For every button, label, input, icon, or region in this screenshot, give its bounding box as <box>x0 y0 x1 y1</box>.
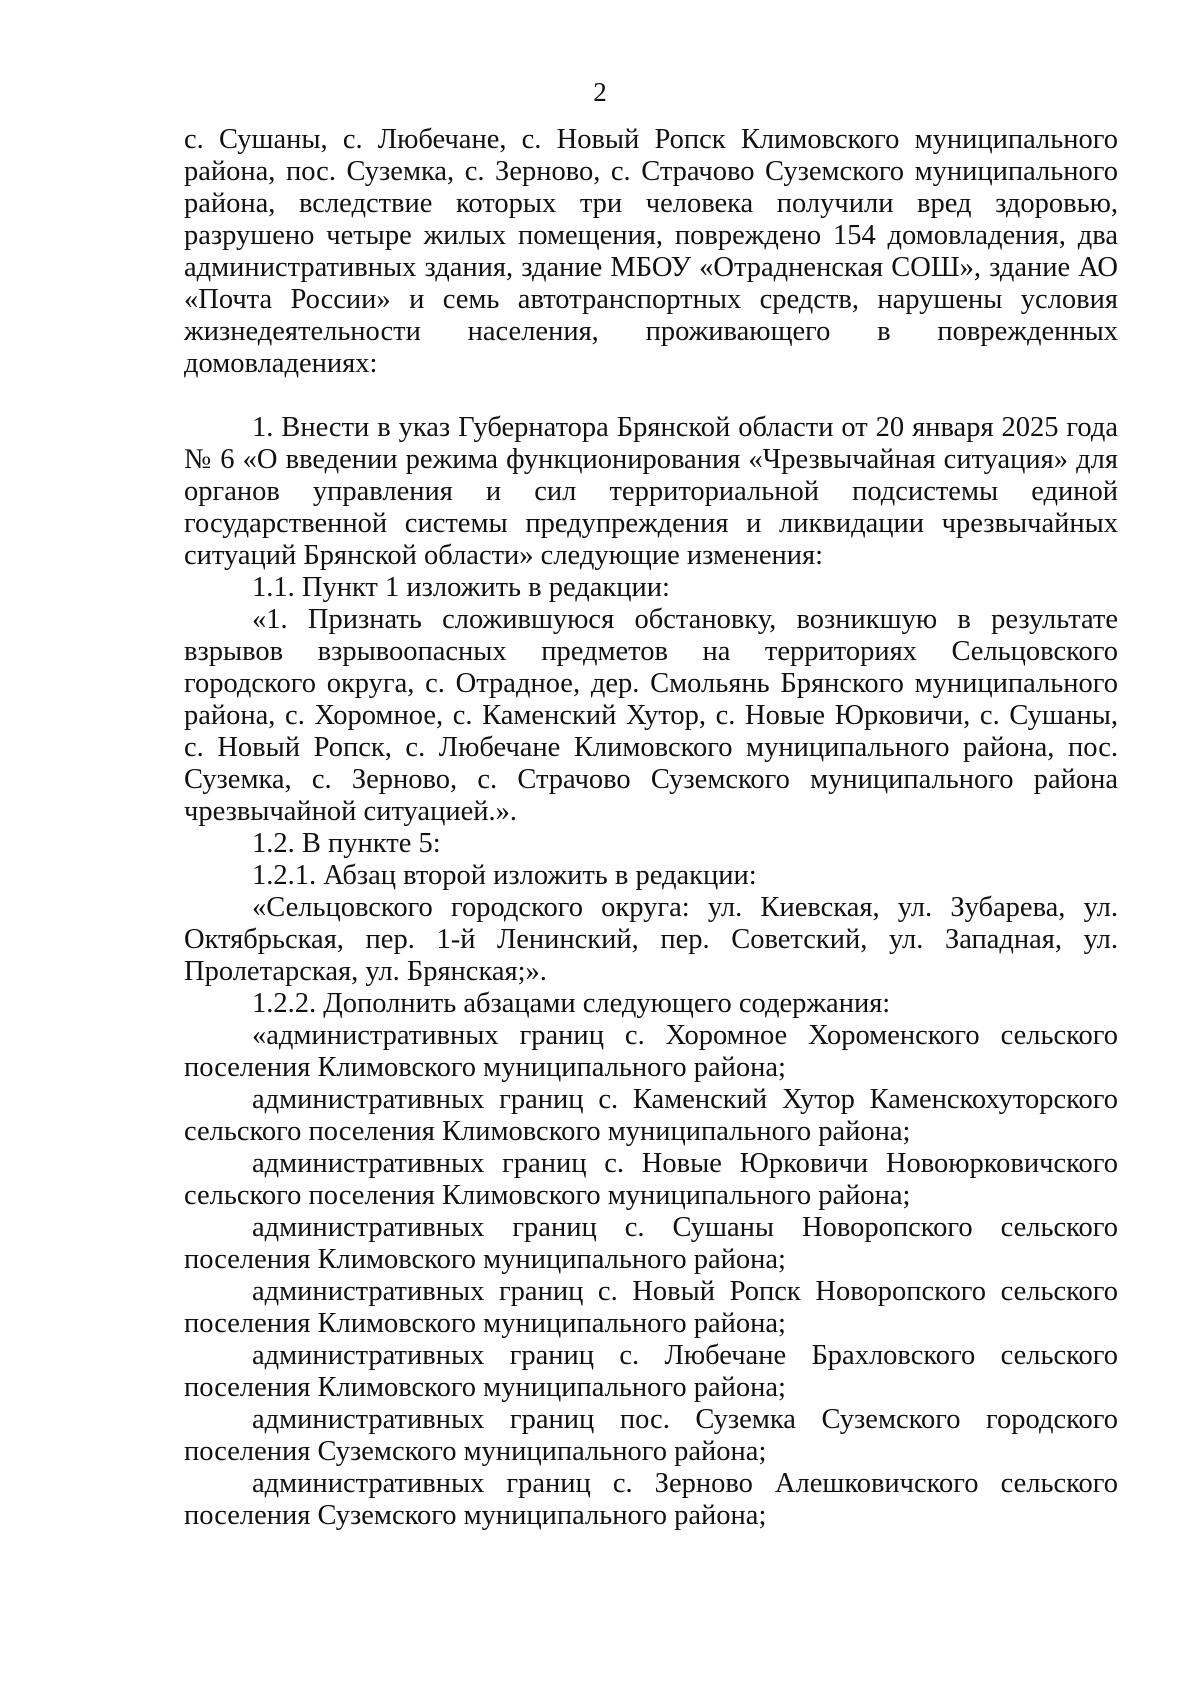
paragraph-item-1-1-text: «1. Признать сложившуюся обстановку, возникшую в результате взрывов взрывоопасных предметов на территориях Сельцовского городского округа, с. Отрадное, дер. Смольянь Брянского муниципального района, с. Хоромное, с. Каменский Хутор, с. Новые Юрковичи, с. Сушаны, с. Новый Ропск, с. Любечане Климовского муниципального района, пос. Суземка, с. Зерново, с. Страчово Суземского муниципального района чрезвычайной ситуацией.». <box>184 604 1118 827</box>
paragraph-intro-continuation: с. Сушаны, с. Любечане, с. Новый Ропск Климовского муниципального района, пос. Суземка, с. Зерново, с. Страчово Суземского муниципального района, вследствие которых три человека получили вред здоровью, разрушено четыре жилых помещения, повреждено 154 домовладения, два административных здания, здание МБОУ «Отрадненская СОШ», здание АО «Почта России» и семь автотранспортных средств, нарушены условия жизнедеятельности населения, проживающего в поврежденных домовладениях: <box>184 124 1118 379</box>
paragraph-boundary-novye-yurkovichi: административных границ с. Новые Юрковичи Новоюрковичского сельского поселения Климовского муниципального района; <box>184 1148 1118 1211</box>
paragraph-item-1-2-2: 1.2.2. Дополнить абзацами следующего содержания: <box>252 988 891 1019</box>
paragraph-item-1-1: 1.1. Пункт 1 изложить в редакции: <box>252 572 670 603</box>
paragraph-item-1: 1. Внести в указ Губернатора Брянской области от 20 января 2025 года № 6 «О введении режима функционирования «Чрезвычайная ситуация» для органов управления и сил территориальной подсистемы единой государственной системы предупреждения и ликвидации чрезвычайных ситуаций Брянской области» следующие изменения: <box>184 412 1118 571</box>
paragraph-boundary-sushany: административных границ с. Сушаны Новоропского сельского поселения Климовского муниципального района; <box>184 1212 1118 1275</box>
paragraph-boundary-suzemka: административных границ пос. Суземка Суземского городского поселения Суземского муниципального района; <box>184 1404 1118 1467</box>
paragraph-boundary-zernovo: административных границ с. Зерново Алешковичского сельского поселения Суземского муниципального района; <box>184 1468 1118 1531</box>
document-body <box>184 124 1118 1532</box>
paragraph-boundary-khoromnoe: «административных границ с. Хоромное Хороменского сельского поселения Климовского муниципального района; <box>184 1020 1118 1083</box>
paragraph-item-1-2-1-text: «Сельцовского городского округа: ул. Киевская, ул. Зубарева, ул. Октябрьская, пер. 1-й Ленинский, пер. Советский, ул. Западная, ул. Пролетарская, ул. Брянская;». <box>184 892 1118 987</box>
page-number: 2 <box>593 77 607 107</box>
paragraph-item-1-2: 1.2. В пункте 5: <box>252 828 441 859</box>
paragraph-boundary-kamensky-khutor: административных границ с. Каменский Хутор Каменскохуторского сельского поселения Климовского муниципального района; <box>184 1084 1118 1147</box>
paragraph-boundary-lyubechane: административных границ с. Любечане Брахловского сельского поселения Климовского муниципального района; <box>184 1340 1118 1403</box>
paragraph-item-1-2-1: 1.2.1. Абзац второй изложить в редакции: <box>252 860 757 891</box>
paragraph-boundary-novy-ropsk: административных границ с. Новый Ропск Новоропского сельского поселения Климовского муниципального района; <box>184 1276 1118 1339</box>
